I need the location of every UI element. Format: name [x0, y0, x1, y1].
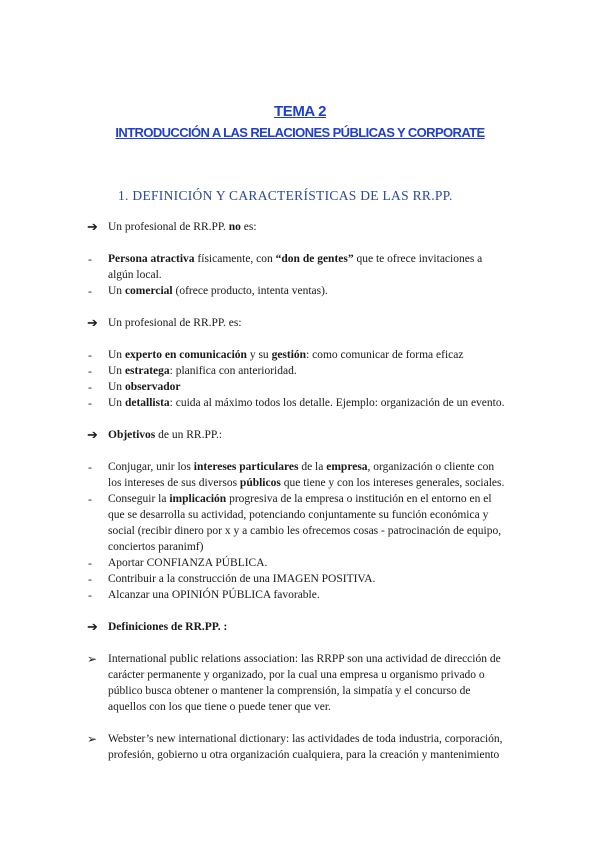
- intro-not-professional: Un profesional de RR.PP. no es:: [108, 221, 257, 233]
- dash-bullet: -: [88, 380, 92, 394]
- dash-bullet: -: [88, 492, 92, 506]
- intro-objectives: Objetivos de un RR.PP.:: [108, 429, 223, 441]
- arrow-bullet-icon: ➔: [87, 219, 98, 234]
- document-subtitle: INTRODUCCIÓN A LAS RELACIONES PÚBLICAS Y CORPORATE: [115, 125, 485, 140]
- dash-bullet: -: [88, 460, 92, 474]
- arrow-bullet-icon: ➔: [87, 619, 98, 634]
- dash-bullet: -: [88, 364, 92, 378]
- dash-bullet: -: [88, 556, 92, 570]
- dash-bullet: -: [88, 284, 92, 298]
- dash-bullet: -: [88, 588, 92, 602]
- intro-is-professional: Un profesional de RR.PP. es:: [108, 317, 242, 329]
- definition-line: Webster’s new international dictionary: las actividades de toda industria, corporación,: [108, 733, 503, 745]
- list-item-continuation: que se desarrolla su actividad, potenciando conjuntamente su función económica y: [108, 509, 489, 521]
- list-item: Contribuir a la construcción de una IMAGEN POSITIVA.: [108, 573, 376, 585]
- arrow-bullet-icon: ➔: [87, 315, 98, 330]
- list-item-continuation: conciertos paranimf): [108, 541, 204, 553]
- list-item: Un estratega: planifica con anterioridad.: [108, 365, 297, 377]
- list-item: Aportar CONFIANZA PÚBLICA.: [108, 557, 268, 569]
- list-item: Un detallista: cuida al máximo todos los detalle. Ejemplo: organización de un evento.: [108, 397, 505, 409]
- definition-line: International public relations association: las RRPP son una actividad de dirección de: [108, 653, 501, 665]
- section-heading: 1. DEFINICIÓN Y CARACTERÍSTICAS DE LAS RR.PP.: [118, 188, 453, 203]
- list-item: Un observador: [108, 381, 181, 393]
- list-item: Conseguir la implicación progresiva de la empresa o institución en el entorno en el: [108, 493, 492, 505]
- list-item-continuation: algún local.: [108, 269, 162, 281]
- triangle-bullet-icon: ➢: [87, 732, 98, 746]
- definition-line: carácter permanente y organizado, por la cual una empresa u organismo privado o: [108, 669, 485, 681]
- arrow-bullet-icon: ➔: [87, 427, 98, 442]
- triangle-bullet-icon: ➢: [87, 652, 98, 666]
- dash-bullet: -: [88, 572, 92, 586]
- dash-bullet: -: [88, 396, 92, 410]
- intro-definitions: Definiciones de RR.PP. :: [108, 621, 228, 633]
- list-item: Conjugar, unir los intereses particulares de la empresa, organización o cliente con: [108, 461, 495, 473]
- list-item: Persona atractiva físicamente, con “don de gentes” que te ofrece invitaciones a: [108, 253, 483, 265]
- definition-line: público busca obtener o mantener la comprensión, la simpatía y el concurso de: [108, 685, 471, 697]
- list-item-continuation: social (recibir dinero por x y a cambio les ofrecemos cosas - patrocinación de equipo,: [108, 525, 502, 537]
- list-item: Alcanzar una OPINIÓN PÚBLICA favorable.: [108, 589, 320, 601]
- dash-bullet: -: [88, 348, 92, 362]
- list-item-continuation: los intereses de sus diversos públicos que tiene y con los intereses generales, sociales.: [108, 477, 505, 489]
- definition-line: profesión, gobierno u otra organización cualquiera, para la creación y mantenimiento: [108, 749, 500, 761]
- list-item: Un comercial (ofrece producto, intenta ventas).: [108, 285, 328, 297]
- dash-bullet: -: [88, 252, 92, 266]
- definition-line: aquellos con los que tiene o puede tener que ver.: [108, 701, 331, 713]
- document-title: TEMA 2: [273, 103, 327, 120]
- list-item: Un experto en comunicación y su gestión: como comunicar de forma eficaz: [108, 349, 464, 361]
